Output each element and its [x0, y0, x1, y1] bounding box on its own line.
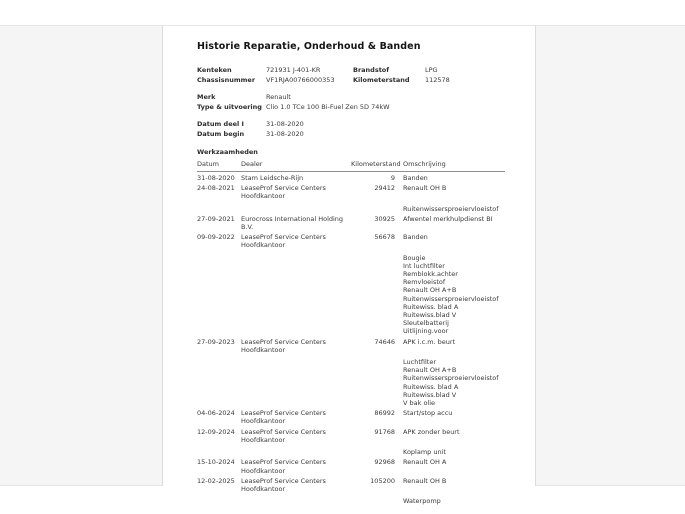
table-row: [197, 477, 505, 506]
extra-item: Bougie: [403, 253, 426, 262]
entry-dealer: [241, 458, 351, 474]
extra-item: Int luchtfilter: [403, 261, 445, 270]
entry-description: APK zonder beurt: [403, 427, 460, 436]
entry-extra-items: [403, 448, 505, 456]
page-title: Historie Reparatie, Onderhoud & Banden: [197, 41, 421, 52]
entry-km: 30925: [374, 214, 395, 223]
dealer-line: Stam Leidsche-Rijn: [241, 174, 304, 182]
dealer-line: LeaseProf Service Centers: [241, 476, 326, 485]
dealer-line: LeaseProf Service Centers: [241, 184, 326, 193]
extra-item: Remvloeistof: [403, 278, 446, 287]
column-header-kilometerstand: Kilometerstand: [351, 160, 401, 168]
entry-dealer: [241, 338, 351, 354]
entry-description: Banden: [403, 233, 428, 242]
entry-extra-items: [403, 497, 505, 505]
vehicle-id-fields: [197, 65, 505, 85]
entry-date: 27-09-2021: [197, 214, 235, 223]
entry-dealer: [241, 233, 351, 249]
entry-date: 31-08-2020: [197, 174, 235, 182]
field-label-chassisnummer: Chassisnummer: [197, 76, 256, 84]
field-label-kilometerstand: Kilometerstand: [353, 76, 410, 84]
date-fields: [197, 119, 505, 139]
entry-description: Renault OH B: [403, 476, 447, 485]
extra-item: Ruitewiss. blad A: [403, 302, 459, 311]
extra-item: Luchtfilter: [403, 358, 436, 367]
entry-km: 29412: [374, 184, 395, 193]
entry-date: 15-10-2024: [197, 458, 235, 467]
entry-dealer: [241, 409, 351, 425]
entry-extra-items: [403, 358, 505, 407]
entry-km: 56678: [374, 233, 395, 242]
dealer-line: LeaseProf Service Centers: [241, 409, 326, 418]
extra-item: Koplamp unit: [403, 448, 446, 457]
entry-extra-items: [403, 205, 505, 213]
entry-km: 91768: [374, 427, 395, 436]
table-entries: [197, 172, 505, 505]
field-value-type-uitvoering: Clio 1.0 TCe 100 Bi-Fuel Zen 5D 74kW: [266, 103, 390, 111]
entry-description: Banden: [403, 174, 428, 182]
extra-item: Ruitewiss. blad A: [403, 382, 459, 391]
entry-date: 12-09-2024: [197, 427, 235, 436]
dealer-line: LeaseProf Service Centers: [241, 458, 326, 467]
entry-date: 04-06-2024: [197, 409, 235, 418]
field-label-merk: Merk: [197, 93, 216, 101]
extra-item: V bak olie: [403, 399, 436, 408]
extra-item: Renault OH A+B: [403, 286, 457, 295]
entry-description: Afwentel merkhulpdienst BI: [403, 214, 493, 223]
dealer-line: Hoofdkantoor: [241, 345, 286, 354]
entry-extra-items: [403, 254, 505, 336]
table-row: [197, 174, 505, 182]
entry-km: 74646: [374, 337, 395, 346]
table-row: [197, 428, 505, 457]
extra-item: Renault OH A+B: [403, 366, 457, 375]
dealer-line: Hoofdkantoor: [241, 241, 286, 250]
field-value-merk: Renault: [266, 93, 291, 101]
field-label-datum-deel-i: Datum deel I: [197, 120, 244, 128]
dealer-line: B.V.: [241, 223, 254, 232]
entry-date: 09-09-2022: [197, 233, 235, 242]
extra-item: Remblokk.achter: [403, 270, 458, 279]
entry-km: 86992: [374, 409, 395, 418]
field-value-kilometerstand: 112578: [425, 76, 450, 84]
entry-date: 24-08-2021: [197, 184, 235, 193]
entry-description: Renault OH A: [403, 458, 447, 467]
viewer-background: [0, 25, 685, 506]
dealer-line: LeaseProf Service Centers: [241, 337, 326, 346]
entry-description: Start/stop accu: [403, 409, 453, 418]
field-value-datum-begin: 31-08-2020: [266, 130, 304, 138]
dealer-line: Hoofdkantoor: [241, 466, 286, 475]
extra-item: Ruitenwissersproeiervloeistof: [403, 204, 499, 213]
table-row: [197, 409, 505, 425]
entry-dealer: [241, 477, 351, 493]
dealer-line: Eurocross International Holding: [241, 214, 344, 223]
extra-item: Uitlijning.voor: [403, 327, 449, 336]
dealer-line: Hoofdkantoor: [241, 435, 286, 444]
extra-item: Sleutelbatterij: [403, 319, 449, 328]
extra-item: Ruitenwissersproeiervloeistof: [403, 374, 499, 383]
column-header-dealer: Dealer: [241, 160, 263, 168]
field-label-kenteken: Kenteken: [197, 66, 232, 74]
entry-dealer: [241, 215, 351, 231]
field-value-kenteken: 721931 J-401-KR: [266, 66, 321, 74]
extra-item: Ruitenwissersproeiervloeistof: [403, 294, 499, 303]
column-header-datum: Datum: [197, 160, 219, 168]
entry-km: 9: [390, 174, 395, 182]
field-label-brandstof: Brandstof: [353, 66, 390, 74]
table-row: [197, 458, 505, 474]
table-row: [197, 338, 505, 408]
entry-km: 105200: [370, 476, 395, 485]
entry-description: APK i.c.m. beurt: [403, 337, 456, 346]
field-label-type-uitvoering: Type & uitvoering: [197, 103, 262, 111]
vehicle-type-fields: [197, 92, 505, 112]
table-header-row: [197, 160, 505, 172]
document-page: [162, 26, 536, 506]
entry-km: 92968: [374, 458, 395, 467]
entry-dealer: [241, 184, 351, 200]
entry-dealer: [241, 428, 351, 444]
dealer-line: LeaseProf Service Centers: [241, 233, 326, 242]
column-header-omschrijving: Omschrijving: [403, 160, 446, 168]
werkzaamheden-heading: Werkzaamheden: [197, 148, 258, 156]
field-value-datum-deel-i: 31-08-2020: [266, 120, 304, 128]
dealer-line: Hoofdkantoor: [241, 484, 286, 493]
table-row: [197, 233, 505, 335]
extra-item: Ruitewiss.blad V: [403, 390, 457, 399]
dealer-line: Hoofdkantoor: [241, 417, 286, 426]
entry-dealer: [241, 174, 351, 182]
entry-date: 12-02-2025: [197, 476, 235, 485]
table-row: [197, 184, 505, 213]
entry-date: 27-09-2023: [197, 337, 235, 346]
table-row: [197, 215, 505, 231]
entry-description: Renault OH B: [403, 184, 447, 193]
extra-item: Waterpomp: [403, 497, 441, 506]
field-label-datum-begin: Datum begin: [197, 130, 245, 138]
field-value-chassisnummer: VF1RJA00766000353: [266, 76, 335, 84]
dealer-line: Hoofdkantoor: [241, 192, 286, 201]
extra-item: Ruitewiss.blad V: [403, 311, 457, 320]
field-value-brandstof: LPG: [425, 66, 438, 74]
dealer-line: LeaseProf Service Centers: [241, 427, 326, 436]
